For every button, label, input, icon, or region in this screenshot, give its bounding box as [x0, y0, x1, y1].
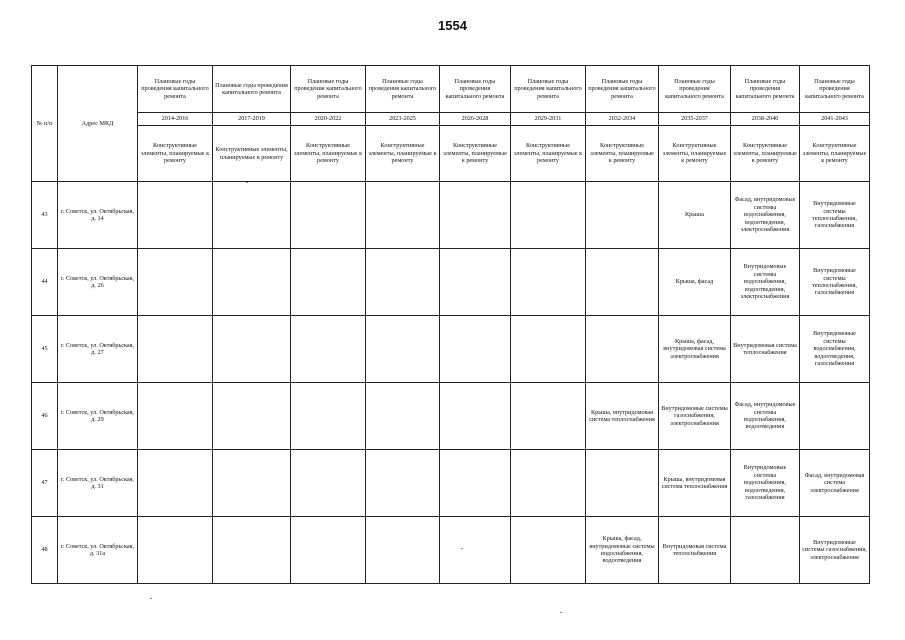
repair-elements-cell: [138, 517, 213, 584]
repair-elements-cell: [291, 517, 366, 584]
table-row: [32, 383, 870, 450]
header-elements-3: Конструктивные элементы, планируемые к ремонту: [366, 126, 440, 182]
repair-elements-cell: [138, 450, 213, 517]
repair-elements-cell: [511, 182, 586, 249]
page-number: 1554: [438, 18, 467, 33]
repair-elements-cell: Крыша, внутридомовая система теплоснабжения: [659, 450, 731, 517]
row-address: г. Советск, ул. Октябрьская, д. 26: [58, 249, 138, 316]
header-elements-7: Конструктивные элементы, планируемые к ремонту: [659, 126, 731, 182]
header-planned-years-7: Плановые годы проведения капитального ремонта: [659, 66, 731, 113]
repair-elements-cell: [586, 249, 659, 316]
header-planned-years-9: Плановые годы проведения капитального ремонта: [800, 66, 870, 113]
header-planned-years-2: Плановые годы проведения капитального ремонта: [291, 66, 366, 113]
row-address: г. Советск, ул. Октябрьская, д. 31а: [58, 517, 138, 584]
repair-elements-cell: [213, 249, 291, 316]
repair-elements-cell: [366, 517, 440, 584]
repair-elements-cell: [586, 316, 659, 383]
header-row-elements: [32, 126, 870, 182]
header-period-4: 2026-2028: [440, 113, 511, 126]
header-elements-8: Конструктивные элементы, планируемые к ремонту: [731, 126, 800, 182]
row-number: 47: [32, 450, 58, 517]
repair-elements-cell: [291, 450, 366, 517]
repair-elements-cell: [138, 383, 213, 450]
repair-elements-cell: Фасад, внутридомовая система электроснабжения: [800, 450, 870, 517]
repair-elements-cell: Внутридомовые системы теплоснабжения, газоснабжения: [800, 249, 870, 316]
row-address: г. Советск, ул. Октябрьская, д. 14: [58, 182, 138, 249]
repair-elements-cell: [511, 249, 586, 316]
repair-elements-cell: [440, 450, 511, 517]
repair-elements-cell: Фасад, внутридомовые системы водоснабжения, водоотведения, электроснабжения: [731, 182, 800, 249]
header-elements-9: Конструктивные элементы, планируемые к ремонту: [800, 126, 870, 182]
header-planned-years-5: Плановые годы проведения капитального ремонта: [511, 66, 586, 113]
table-row: [32, 316, 870, 383]
header-elements-1: Конструктивные элементы, планируемые к ремонту: [213, 126, 291, 182]
header-period-8: 2038-2040: [731, 113, 800, 126]
repair-elements-cell: Внутридомовая система теплоснабжения: [659, 517, 731, 584]
scan-speck: [246, 182, 248, 183]
repair-elements-cell: [440, 383, 511, 450]
header-planned-years-4: Плановые годы проведения капитального ремонта: [440, 66, 511, 113]
repair-elements-cell: [213, 182, 291, 249]
header-period-9: 2041-2043: [800, 113, 870, 126]
header-planned-years-0: Плановые годы проведения капитального ремонта: [138, 66, 213, 113]
repair-elements-cell: [731, 517, 800, 584]
repair-elements-cell: [511, 383, 586, 450]
repair-elements-cell: Внутридомовые системы газоснабжения, электроснабжения: [800, 517, 870, 584]
scan-speck: [150, 598, 152, 599]
repair-elements-cell: Крыша, фасад, внутридомовые системы водоснабжения, водоотведения: [586, 517, 659, 584]
header-planned-years-3: Плановые годы проведения капитального ремонта: [366, 66, 440, 113]
table-row: [32, 517, 870, 584]
repair-elements-cell: [138, 249, 213, 316]
repair-elements-cell: Крыша, внутридомовая система теплоснабжения: [586, 383, 659, 450]
repair-elements-cell: Внутридомовая система теплоснабжения: [731, 316, 800, 383]
header-elements-4: Конструктивные элементы, планируемые к ремонту: [440, 126, 511, 182]
repair-elements-cell: [213, 450, 291, 517]
repair-elements-cell: [366, 182, 440, 249]
repair-elements-cell: Внутридомовые системы водоснабжения, водоотведения, газоснабжения: [800, 316, 870, 383]
scan-speck: [461, 548, 463, 549]
repair-elements-cell: [366, 450, 440, 517]
header-elements-6: Конструктивные элементы, планируемые к ремонту: [586, 126, 659, 182]
repair-elements-cell: Крыша, фасад: [659, 249, 731, 316]
repair-elements-cell: [291, 316, 366, 383]
repair-elements-cell: [366, 249, 440, 316]
header-planned-years-8: Плановые годы проведения капитального ремонта: [731, 66, 800, 113]
repair-elements-cell: [440, 249, 511, 316]
repair-elements-cell: [366, 316, 440, 383]
repair-elements-cell: [511, 316, 586, 383]
header-elements-2: Конструктивные элементы, планируемые к ремонту: [291, 126, 366, 182]
header-planned-years-6: Плановые годы проведения капитального ремонта: [586, 66, 659, 113]
row-number: 43: [32, 182, 58, 249]
repair-elements-cell: Крыша, фасад, внутридомовая система электроснабжения: [659, 316, 731, 383]
table-row: [32, 450, 870, 517]
row-address: г. Советск, ул. Октябрьская, д. 27: [58, 316, 138, 383]
row-number: 48: [32, 517, 58, 584]
repair-elements-cell: Внутридомовые системы газоснабжения, электроснабжения: [659, 383, 731, 450]
repair-elements-cell: [440, 517, 511, 584]
row-number: 44: [32, 249, 58, 316]
header-period-7: 2035-2037: [659, 113, 731, 126]
repair-elements-cell: [213, 383, 291, 450]
table-row: [32, 249, 870, 316]
header-elements-5: Конструктивные элементы, планируемые к ремонту: [511, 126, 586, 182]
repair-elements-cell: [213, 316, 291, 383]
repair-elements-cell: [291, 249, 366, 316]
row-address: г. Советск, ул. Октябрьская, д. 31: [58, 450, 138, 517]
capital-repair-plan-table: [31, 65, 870, 584]
header-elements-0: Конструктивные элементы, планируемые к ремонту: [138, 126, 213, 182]
scan-speck: [560, 612, 562, 613]
header-period-0: 2014-2016: [138, 113, 213, 126]
repair-elements-cell: Фасад, внутридомовые системы водоснабжения, водоотведения: [731, 383, 800, 450]
header-address: Адрес МКД: [58, 66, 138, 182]
repair-elements-cell: Внутридомовые системы водоснабжения, водоотведения, электроснабжения: [731, 249, 800, 316]
row-address: г. Советск, ул. Октябрьская, д. 29: [58, 383, 138, 450]
repair-elements-cell: Крыша: [659, 182, 731, 249]
repair-elements-cell: [800, 383, 870, 450]
repair-elements-cell: [291, 182, 366, 249]
repair-elements-cell: [291, 383, 366, 450]
header-period-5: 2029-2031: [511, 113, 586, 126]
repair-elements-cell: [138, 316, 213, 383]
header-period-2: 2020-2022: [291, 113, 366, 126]
repair-elements-cell: [440, 316, 511, 383]
repair-elements-cell: [440, 182, 511, 249]
header-period-1: 2017-2019: [213, 113, 291, 126]
header-planned-years-1: Плановые годы проведения капитального ремонта: [213, 66, 291, 113]
header-num: № п/п: [32, 66, 58, 182]
repair-elements-cell: [138, 182, 213, 249]
header-row-planned-years: [32, 66, 870, 113]
row-number: 46: [32, 383, 58, 450]
repair-elements-cell: [366, 383, 440, 450]
repair-elements-cell: [213, 517, 291, 584]
header-period-6: 2032-2034: [586, 113, 659, 126]
repair-elements-cell: Внутридомовые системы теплоснабжения, газоснабжения: [800, 182, 870, 249]
repair-elements-cell: [511, 450, 586, 517]
repair-elements-cell: Внутридомовые системы водоснабжения, водоотведения, газоснабжения: [731, 450, 800, 517]
table-row: [32, 182, 870, 249]
repair-elements-cell: [586, 182, 659, 249]
row-number: 45: [32, 316, 58, 383]
header-period-3: 2023-2025: [366, 113, 440, 126]
repair-elements-cell: [511, 517, 586, 584]
repair-elements-cell: [586, 450, 659, 517]
header-row-periods: [32, 113, 870, 126]
